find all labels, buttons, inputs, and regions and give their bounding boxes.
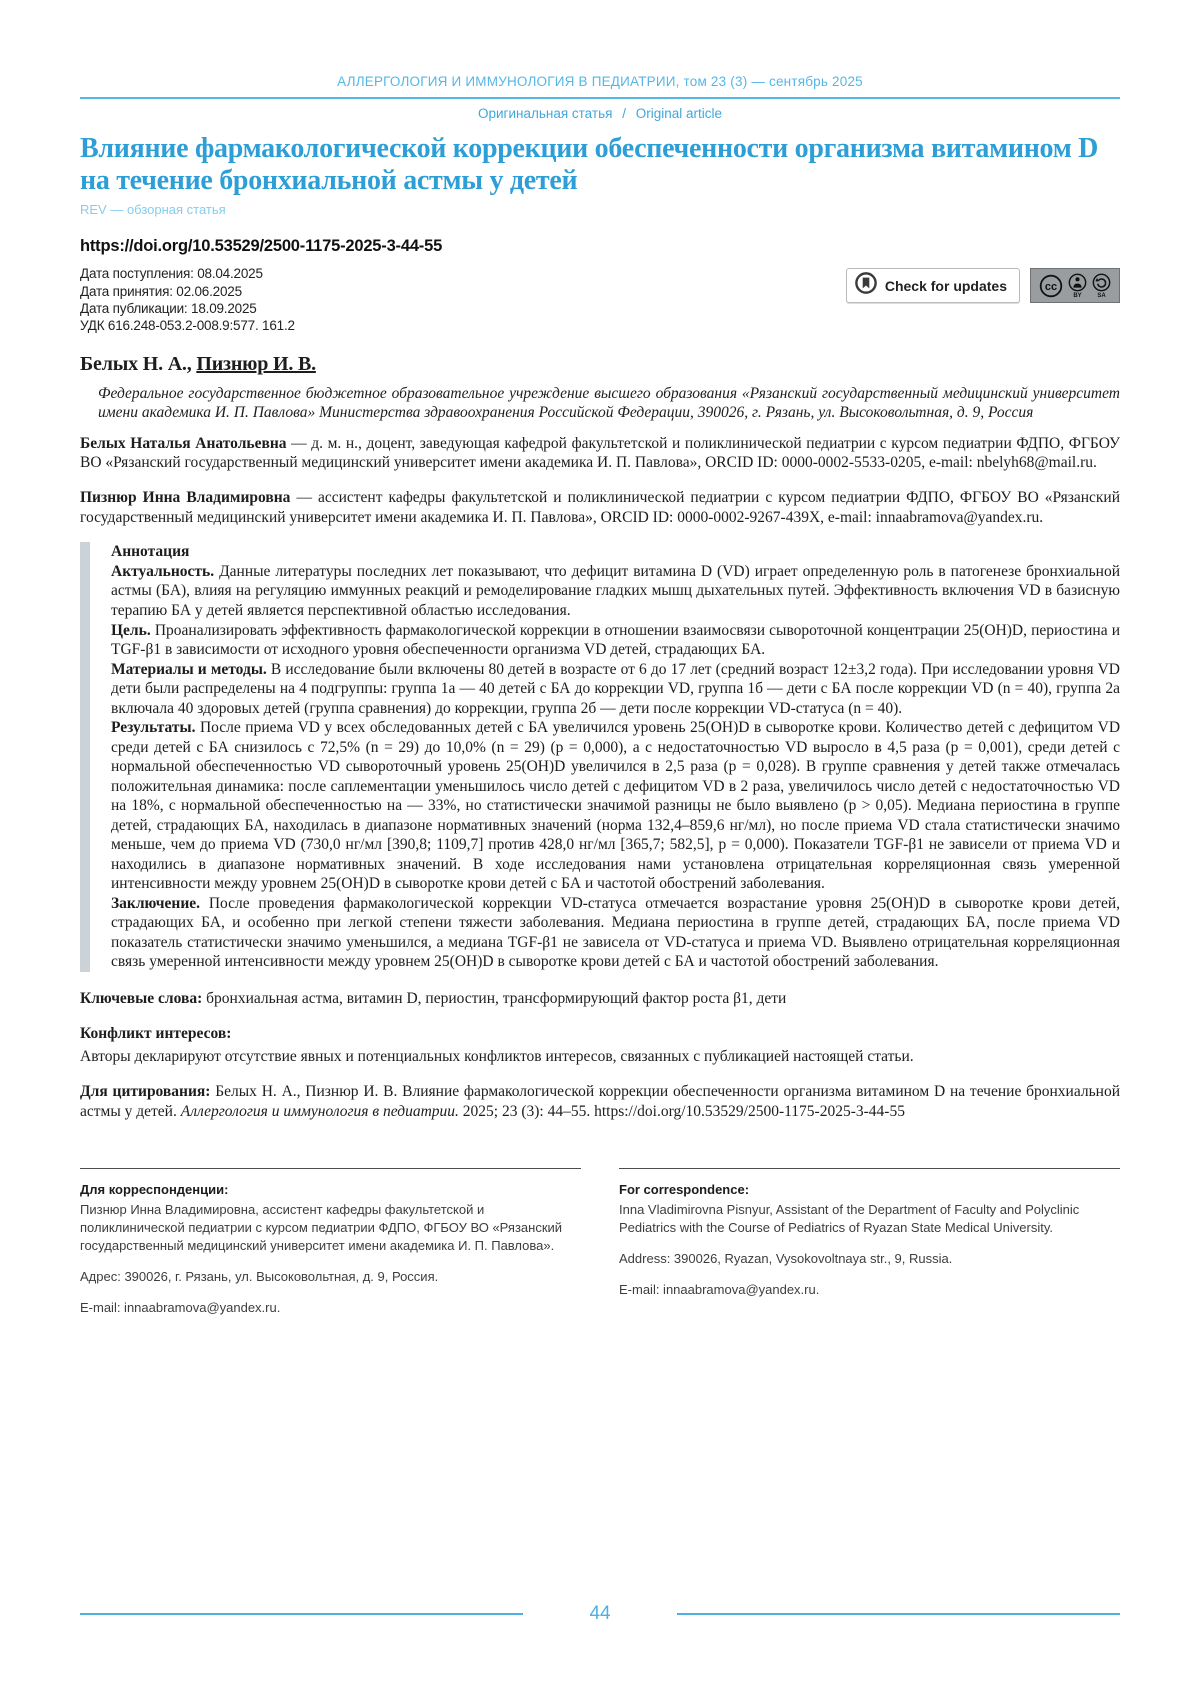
abstract-label-results: Результаты. (111, 719, 196, 737)
correspondence-ru (80, 1168, 581, 1330)
abstract-text-results: После приема VD у всех обследованных детей с БА увеличился уровень 25(OH)D в сыворотке крови. Количество детей с дефицитом VD среди детей с БА снизилось с 72,5% (n = 29) до 10,0% (n = 29) (p = 0,000), а с недостаточностью VD выросло в 4,5 раза (p = 0,001), среди детей с нормальной обеспеченностью VD сывороточный уровень 25(OH)D увеличился в 2,5 раза (p = 0,028). В группе сравнения у детей также отмечалась положительная динамика: после саплементации уменьшилось число детей с дефицитом VD в 2 раза, увеличилось число детей с недостаточностью VD на 18%, с нормальной обеспеченностью на — 33%, но статистически значимой разницы не было выявлено (p > 0,05). Медиана периостина в группе детей, страдающих БА, находилась в диапазоне нормативных значений (норма 132,4–859,6 нг/мл), но после приема VD стала статистически значимо меньше, чем до приема VD (730,0 нг/мл [390,8; 1109,7] против 428,0 нг/мл [365,7; 582,5], p = 0,000). Показатели TGF-β1 не зависели от приема VD и находились в диапазоне нормативных значений. В ходе исследования нами установлена отрицательная корреляционная связь умеренной интенсивности между уровнем 25(OH)D в сыворотке крови детей с БА и частотой обострений заболевания. (111, 719, 1121, 893)
check-for-updates-label: Check for updates (884, 277, 1007, 294)
abstract-label-relevance: Актуальность. (111, 562, 215, 580)
abstract-section-aim (111, 621, 1120, 660)
footer-line-right (677, 1613, 1120, 1615)
correspondence-ru-heading: Для корреспонденции: (80, 1182, 229, 1198)
cc-by-icon (1068, 273, 1087, 299)
keywords-line (80, 989, 1120, 1009)
check-for-updates-badge[interactable] (846, 268, 1020, 303)
date-received: Дата поступления: 08.04.2025 (80, 266, 263, 282)
page-footer (80, 1603, 1120, 1625)
cc-sa-icon (1092, 273, 1111, 299)
bookmark-icon (855, 272, 877, 299)
correspondence-en-heading: For correspondence: (619, 1182, 750, 1198)
cc-icon (1039, 274, 1063, 298)
abstract-section-results (111, 718, 1120, 894)
date-published: Дата публикации: 18.09.2025 (80, 300, 257, 316)
abstract-text-aim: Проанализировать эффективность фармакологической коррекции в отношении взаимосвязи сывороточной концентрации 25(OH)D, периостина и TGF-β1 в зависимости от исходного уровня обеспеченности организма VD детей, страдающих БА. (111, 621, 1121, 659)
abstract-text-methods: В исследование были включены 80 детей в возрасте от 6 до 17 лет (средний возраст 12±3,2 года). При исследовании уровня VD дети были распределены на 4 подгруппы: группа 1а — 40 детей с БА до коррекции VD, группа 1б — дети с БА после коррекции VD (n = 40), группа 2а включала 40 здоровых детей (группа сравнения) до коррекции, группа 2б — дети после коррекции VD-статуса (n = 40). (111, 660, 1120, 717)
article-title: Влияние фармакологической коррекции обеспеченности организма витамином D на течение бронхиальной астмы у детей (80, 133, 1099, 197)
journal-header: АЛЛЕРГОЛОГИЯ И ИММУНОЛОГИЯ В ПЕДИАТРИИ, том 23 (3) — сентябрь 2025 (337, 74, 863, 89)
cc-sa-label: SA (1097, 292, 1106, 299)
abstract-text-conclusion: После проведения фармакологической коррекции VD-статуса отмечается возрастание уровня 25(OH)D в сыворотке крови детей, страдающих БА, и особенно при легкой степени тяжести заболевания. Медиана периостина в группе детей, страдающих БА, после приема VD показатель статистически значимо уменьшился, а медиана TGF-β1 не зависела от VD-статуса и приема VD. Выявлено отрицательная корреляционная связь умеренной интенсивности между уровнем 25(OH)D в сыворотке крови детей с БА и частотой обострений заболевания. (111, 894, 1121, 971)
abstract-section-methods (111, 660, 1120, 719)
abstract-section-conclusion (111, 894, 1120, 972)
page-number: 44 (589, 1603, 611, 1624)
footer-line-left (80, 1613, 523, 1615)
correspondence-ru-body: Пизнюр Инна Владимировна, ассистент кафедры факультетской и поликлинической педиатрии с курсом педиатрии ФДПО, ФГБОУ ВО «Рязанский государственный медицинский университет имени академика И. П. Павлова». (80, 1201, 563, 1253)
cc-license-badge[interactable] (1030, 268, 1120, 303)
abstract-text-relevance: Данные литературы последних лет показывают, что дефицит витамина D (VD) играет определенную роль в патогенезе бронхиальной астмы (БА), влияя на регуляцию иммунных реакций и ремоделирование гладких мышц дыхательных путей. Эффективность включения VD в базисную терапию БА у детей является перспективной областью исследования. (111, 562, 1121, 619)
affiliation: Федеральное государственное бюджетное образовательное учреждение высшего образования «Рязанский государственный медицинский университет имени академика И. П. Павлова» Министерства здравоохранения Российской Федерации, 390026, г. Рязань, ул. Высоковольтная, д. 9, Россия (98, 385, 1120, 422)
citation-label: Для цитирования: (80, 1083, 211, 1101)
citation-text-start: Белых Н. А., Пизнюр И. В. Влияние фармакологической коррекции обеспеченности организма витамином D на течение бронхиальной астмы у детей. (80, 1083, 1121, 1121)
article-type-en: Original article (635, 106, 722, 121)
article-type-ru: Оригинальная статья (477, 106, 613, 121)
cc-by-label: BY (1073, 292, 1082, 299)
citation-text-end: 2025; 23 (3): 44–55. https://doi.org/10.53529/2500-1175-2025-3-44-55 (462, 1103, 905, 1121)
badges (846, 268, 1120, 303)
keywords-text: бронхиальная астма, витамин D, периостин, трансформирующий фактор роста β1, дети (206, 989, 787, 1007)
correspondence-section (80, 1168, 1120, 1330)
citation-line (80, 1082, 1120, 1122)
author-piznyur-link[interactable]: Пизнюр И. В. (196, 353, 316, 376)
doi-link[interactable]: https://doi.org/10.53529/2500-1175-2025-3-44-55 (80, 237, 443, 256)
header-divider (80, 97, 1120, 99)
author-bio-belykh (80, 434, 1120, 473)
abstract-label-conclusion: Заключение. (111, 894, 201, 912)
abstract-label-methods: Материалы и методы. (111, 660, 267, 678)
meta-row (80, 266, 1120, 335)
author-belykh: Белых Н. А., (80, 353, 197, 376)
correspondence-en-address: Address: 390026, Ryazan, Vysokovoltnaya str., 9, Russia. (619, 1250, 953, 1266)
abstract-block (80, 542, 1120, 971)
abstract-side-bar (80, 542, 90, 971)
abstract-label-aim: Цель. (111, 621, 151, 639)
author-bio-piznyur (80, 488, 1120, 527)
svg-text:cc: cc (1044, 280, 1058, 293)
article-type-separator: / (622, 106, 626, 121)
correspondence-ru-email[interactable]: E-mail: innaabramova@yandex.ru. (80, 1300, 281, 1316)
author-bio-belykh-name: Белых Наталья Анатольевна (80, 434, 287, 452)
correspondence-ru-address: Адрес: 390026, г. Рязань, ул. Высоковольтная, д. 9, Россия. (80, 1269, 439, 1285)
author-bio-piznyur-text: — ассистент кафедры факультетской и поликлинической педиатрии с курсом педиатрии ФДПО, ФГБОУ ВО «Рязанский государственный медицинский университет имени академика И. П. Павлова», ORCID ID: 0000-0002-9267-439X, e-mail: innaabramova@yandex.ru. (80, 489, 1121, 526)
abstract-heading: Аннотация (111, 543, 190, 561)
keywords-label: Ключевые слова: (80, 989, 203, 1007)
abstract-body (90, 542, 1120, 971)
author-bio-belykh-text: — д. м. н., доцент, заведующая кафедрой факультетской и поликлинической педиатрии с курсом педиатрии ФДПО, ФГБОУ ВО «Рязанский государственный медицинский университет имени академика И. П. Павлова», ORCID ID: 0000-0002-5533-0205, e-mail: nbelyh68@mail.ru. (80, 434, 1120, 472)
date-accepted: Дата принятия: 02.06.2025 (80, 283, 242, 299)
dates-block (80, 266, 295, 335)
author-bio-piznyur-name: Пизнюр Инна Владимировна (80, 489, 291, 507)
rev-note: REV — обзорная статья (80, 202, 226, 218)
abstract-section-relevance (111, 562, 1120, 621)
citation-journal-italic: Аллергология и иммунология в педиатрии. (180, 1103, 459, 1121)
udk-code: УДК 616.248-053.2-008.9:577. 161.2 (80, 317, 295, 333)
conflict-heading: Конфликт интересов: (80, 1024, 232, 1042)
article-type-line (80, 106, 1120, 121)
correspondence-en (619, 1168, 1120, 1330)
correspondence-en-email[interactable]: E-mail: innaabramova@yandex.ru. (619, 1282, 820, 1298)
correspondence-en-body: Inna Vladimirovna Pisnyur, Assistant of the Department of Faculty and Polyclinic Pediatrics with the Course of Pediatrics of Ryazan State Medical University. (619, 1201, 1080, 1235)
conflict-text: Авторы декларируют отсутствие явных и потенциальных конфликтов интересов, связанных с публикацией настоящей статьи. (80, 1047, 914, 1065)
authors-line (80, 353, 1120, 376)
